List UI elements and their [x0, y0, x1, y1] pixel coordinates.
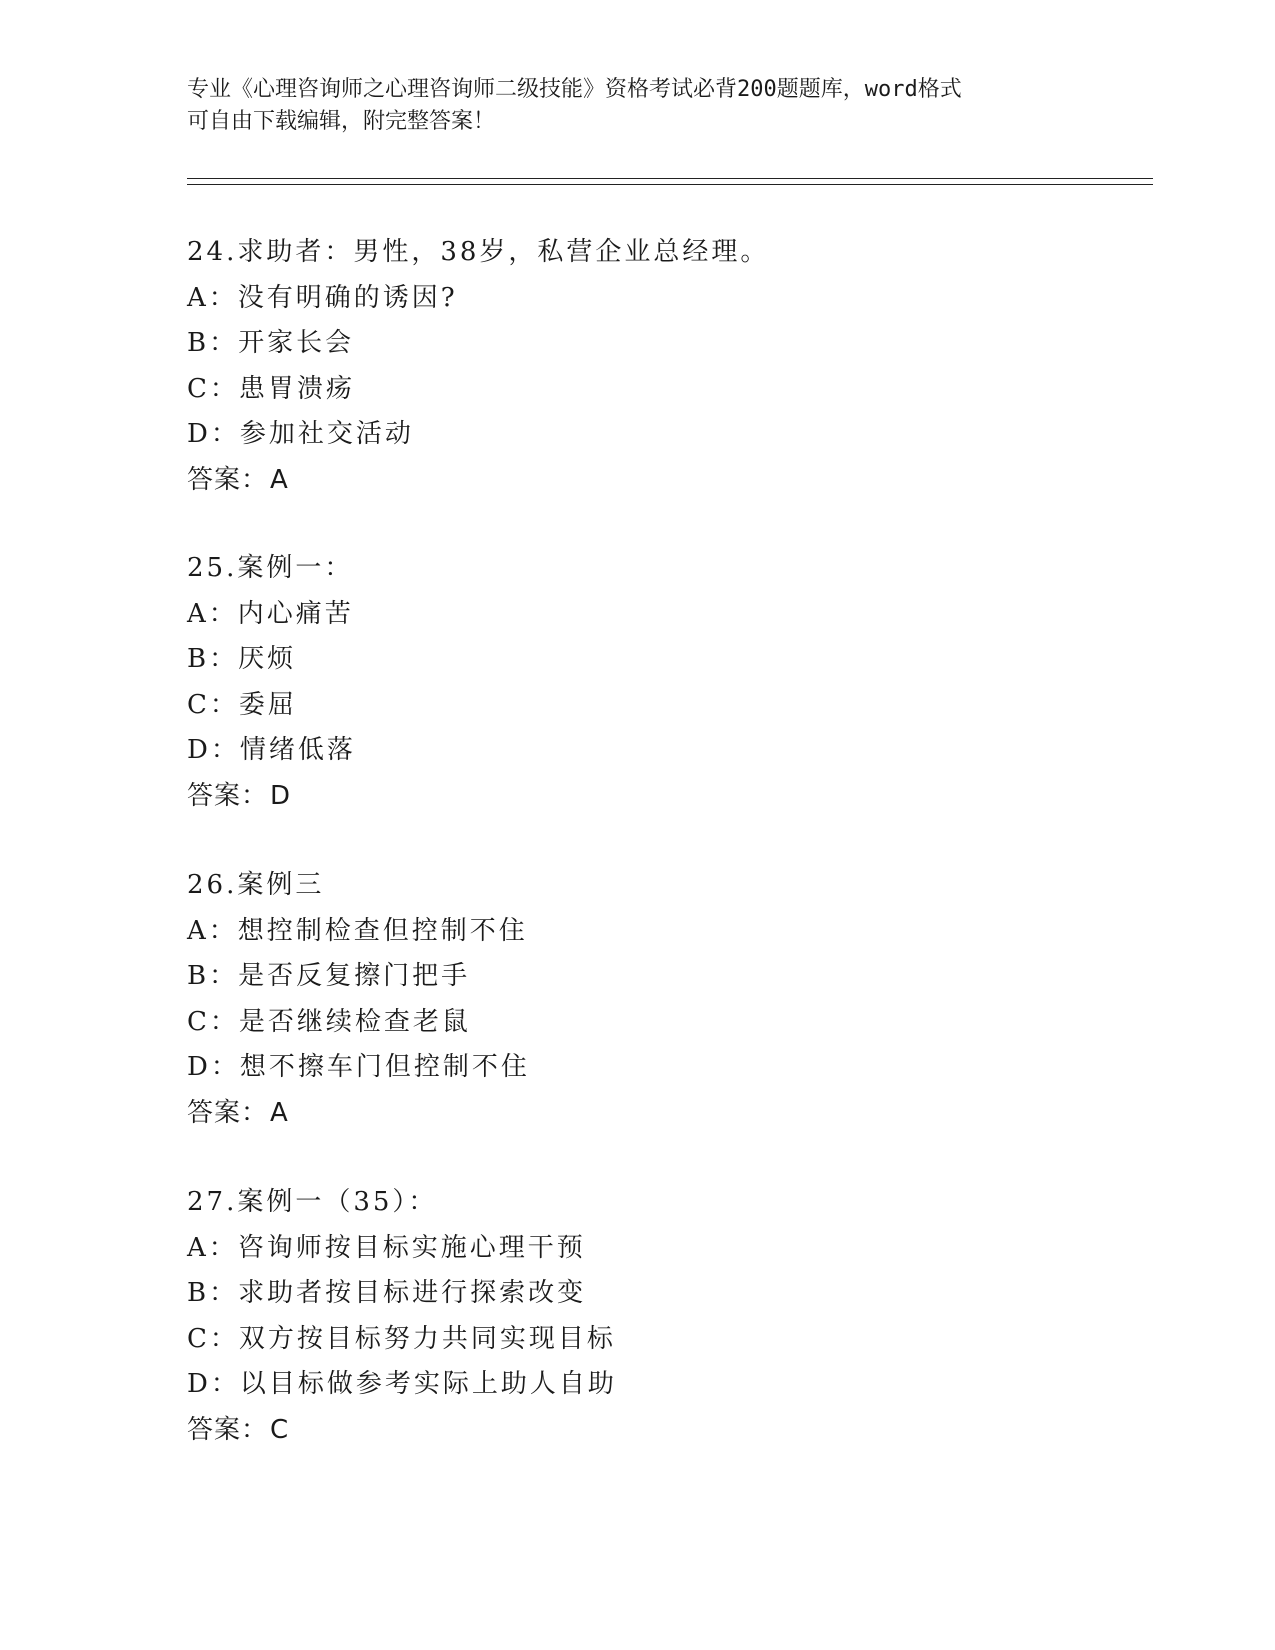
option-b: B：厌烦 [187, 644, 297, 674]
answer-label: 答案： [187, 780, 269, 811]
question-stem: 25.案例一： [187, 553, 354, 583]
answer-value: D [270, 780, 292, 811]
question-stem: 24.求助者：男性，38岁，私营企业总经理。 [187, 237, 770, 267]
option-b: B：求助者按目标进行探索改变 [187, 1278, 587, 1308]
header-divider-top [187, 178, 1153, 179]
option-c: C：双方按目标努力共同实现目标 [187, 1323, 616, 1354]
header-divider-bottom [187, 184, 1153, 185]
option-b: B：开家长会 [187, 328, 355, 358]
option-c: C：患胃溃疡 [187, 373, 355, 404]
answer-line [187, 1408, 1087, 1454]
option-d: D：想不擦车门但控制不住 [187, 1052, 530, 1082]
answer-label: 答案： [187, 1414, 269, 1445]
option-d: D：以目标做参考实际上助人自助 [187, 1369, 617, 1399]
question-26 [187, 863, 1087, 1136]
option-a: A：内心痛苦 [187, 598, 354, 629]
option-b: B：是否反复擦门把手 [187, 961, 471, 991]
answer-line [187, 774, 1087, 820]
answer-label: 答案： [187, 1097, 269, 1128]
answer-value: C [270, 1414, 290, 1445]
question-27 [187, 1180, 1087, 1453]
header-line-1: 专业《心理咨询师之心理咨询师二级技能》资格考试必背200题题库，word格式 [187, 77, 962, 102]
option-a: A：咨询师按目标实施心理干预 [187, 1232, 586, 1263]
option-c: C：委屈 [187, 689, 297, 720]
document-header [187, 74, 1087, 138]
answer-value: A [270, 1097, 289, 1128]
question-stem: 27.案例一（35）： [187, 1187, 438, 1217]
answer-value: A [270, 464, 289, 495]
answer-line [187, 1091, 1087, 1137]
header-line-2: 可自由下载编辑，附完整答案！ [187, 109, 496, 134]
question-24 [187, 230, 1087, 503]
answer-label: 答案： [187, 464, 269, 495]
option-c: C：是否继续检查老鼠 [187, 1006, 471, 1037]
question-25 [187, 546, 1087, 819]
option-d: D：参加社交活动 [187, 419, 414, 449]
option-a: A：没有明确的诱因? [187, 282, 458, 313]
question-stem: 26.案例三 [187, 870, 325, 900]
option-d: D：情绪低落 [187, 735, 356, 765]
option-a: A：想控制检查但控制不住 [187, 915, 528, 946]
answer-line [187, 458, 1087, 504]
